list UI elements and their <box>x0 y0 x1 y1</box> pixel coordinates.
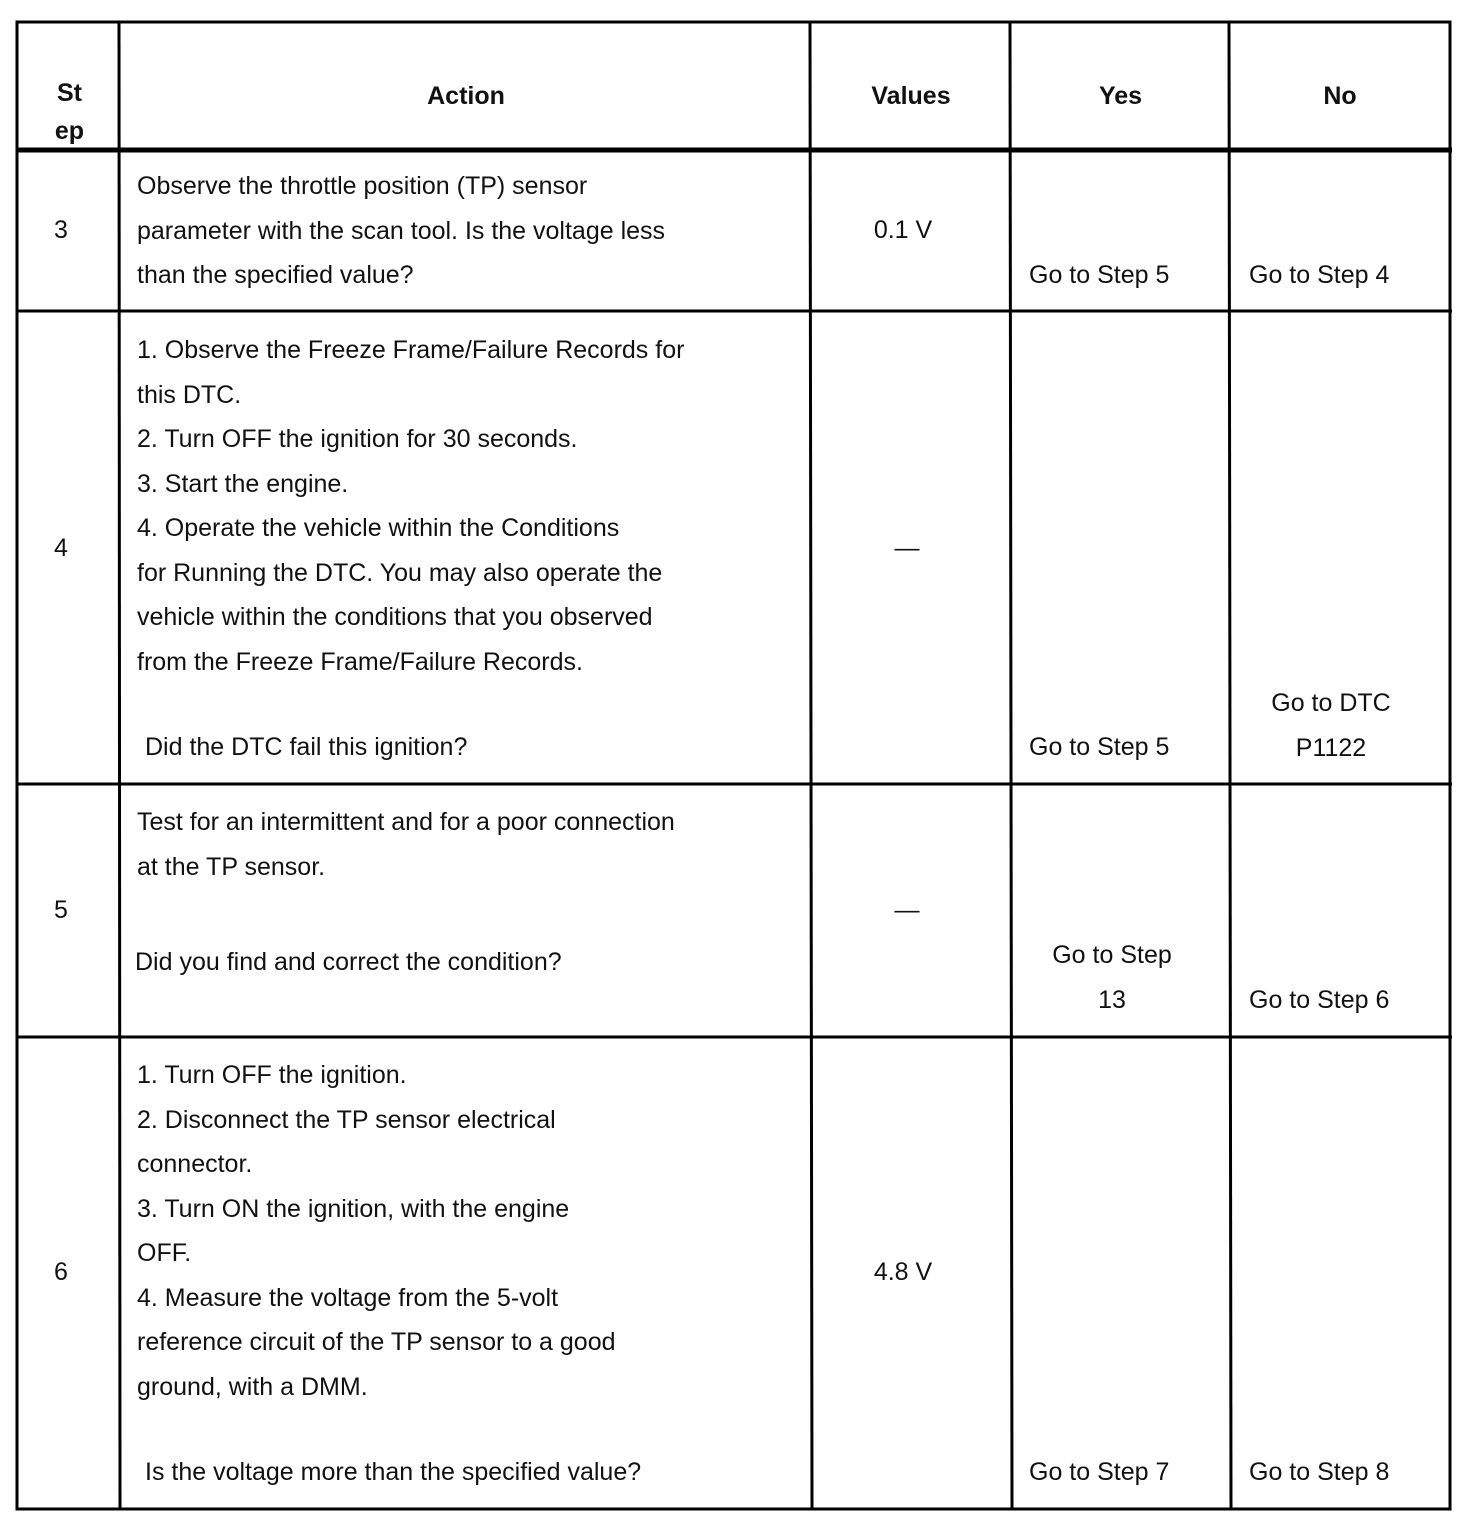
action-question: Did you find and correct the condition? <box>135 948 562 976</box>
header-yes: Yes <box>1098 82 1143 110</box>
action-text: Observe the throttle position (TP) sensor parameter with the scan tool. Is the voltage less than the specified value? <box>137 172 666 289</box>
yes-link[interactable]: Go to Step 7 <box>1029 1458 1170 1486</box>
value-text: 0.1 V <box>873 216 933 244</box>
value-text: 4.8 V <box>873 1258 933 1286</box>
no-link[interactable]: Go to Step 4 <box>1249 261 1390 289</box>
value-text: — <box>894 896 920 924</box>
action-text: 1. Observe the Freeze Frame/Failure Records for this DTC. 2. Turn OFF the ignition for 30 seconds. 3. Start the engine. 4. Operate the vehicle within the Conditions for Running the DTC. You may also operate the vehicle within the conditions that you observed from the Freeze Frame/Failure Records. <box>137 336 685 676</box>
yes-link[interactable]: Go to Step 13 <box>1052 941 1172 1014</box>
no-link[interactable]: Go to Step 6 <box>1249 986 1390 1014</box>
step-number: 5 <box>54 896 68 924</box>
action-question: Did the DTC fail this ignition? <box>145 733 468 761</box>
yes-link[interactable]: Go to Step 5 <box>1029 261 1170 289</box>
yes-link[interactable]: Go to Step 5 <box>1029 733 1170 761</box>
value-text: — <box>894 534 920 562</box>
action-text: 1. Turn OFF the ignition. 2. Disconnect the TP sensor electrical connector. 3. Turn ON the ignition, with the engine OFF. 4. Measure the voltage from the 5-volt reference circuit of the TP sensor to a good ground, with a DMM. <box>137 1061 616 1401</box>
header-no: No <box>1323 82 1357 110</box>
no-link[interactable]: Go to Step 8 <box>1249 1458 1390 1486</box>
step-number: 4 <box>54 534 68 562</box>
step-number: 3 <box>54 216 68 244</box>
action-text: Test for an intermittent and for a poor connection at the TP sensor. <box>137 808 675 881</box>
header-values: Values <box>871 82 951 110</box>
header-step: St ep <box>54 79 85 145</box>
header-action: Action <box>427 82 505 110</box>
step-number: 6 <box>54 1258 68 1286</box>
action-question: Is the voltage more than the specified value? <box>145 1458 642 1486</box>
no-link[interactable]: Go to DTC P1122 <box>1271 689 1391 762</box>
